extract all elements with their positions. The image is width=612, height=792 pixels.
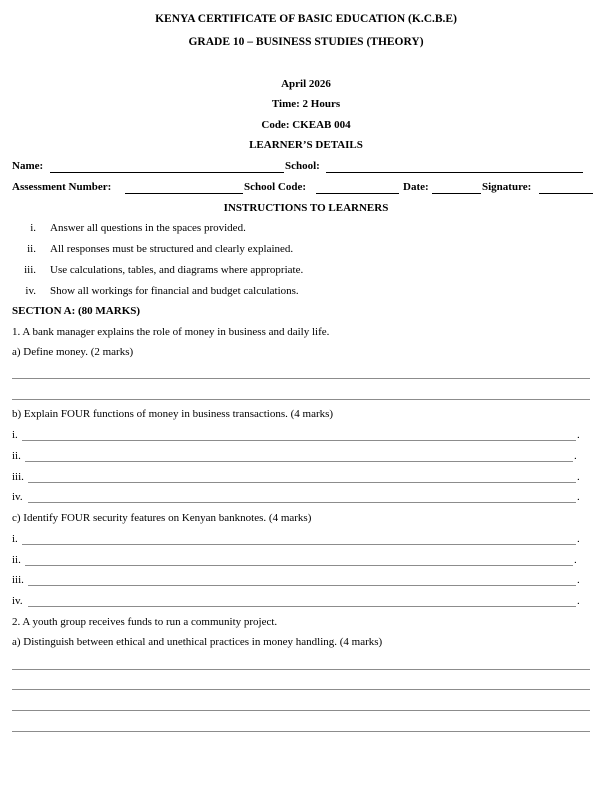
answer-number: iii. [12, 471, 24, 483]
line-end: . [574, 450, 577, 462]
school-field[interactable] [326, 172, 583, 173]
instruction-num: ii. [27, 243, 36, 255]
answer-number: iii. [12, 574, 24, 586]
answer-line[interactable] [25, 565, 573, 566]
signature-label: Signature: [482, 181, 532, 193]
exam-time: Time: 2 Hours [271, 98, 341, 110]
answer-line[interactable] [12, 710, 590, 711]
date-field[interactable] [432, 193, 481, 194]
answer-line[interactable] [28, 502, 576, 503]
assessment-number-field[interactable] [125, 193, 243, 194]
answer-line[interactable] [12, 669, 590, 670]
answer-line[interactable] [12, 399, 590, 400]
exam-code: Code: CKEAB 004 [261, 119, 351, 131]
line-end: . [577, 429, 580, 441]
exam-subtitle: GRADE 10 – BUSINESS STUDIES (THEORY) [188, 36, 424, 48]
line-end: . [577, 574, 580, 586]
learner-details-title: LEARNER’S DETAILS [249, 139, 363, 151]
line-end: . [577, 595, 580, 607]
answer-line[interactable] [12, 731, 590, 732]
question-1b: b) Explain FOUR functions of money in business transactions. (4 marks) [12, 408, 334, 420]
question-1-stem: 1. A bank manager explains the role of money in business and daily life. [12, 326, 330, 338]
answer-line[interactable] [12, 378, 590, 379]
question-1a: a) Define money. (2 marks) [12, 346, 134, 358]
instruction-num: iv. [25, 285, 36, 297]
signature-field[interactable] [539, 193, 593, 194]
question-1c: c) Identify FOUR security features on Kenyan banknotes. (4 marks) [12, 512, 312, 524]
school-code-label: School Code: [244, 181, 307, 193]
school-label: School: [285, 160, 320, 172]
answer-number: ii. [12, 554, 21, 566]
name-label: Name: [12, 160, 44, 172]
instruction-text: Answer all questions in the spaces provided. [50, 222, 246, 234]
date-label: Date: [403, 181, 429, 193]
line-end: . [577, 491, 580, 503]
section-a-title: SECTION A: (80 MARKS) [12, 305, 141, 317]
answer-number: iv. [12, 595, 23, 607]
answer-line[interactable] [28, 585, 576, 586]
line-end: . [577, 471, 580, 483]
instruction-text: All responses must be structured and clearly explained. [50, 243, 294, 255]
answer-number: i. [12, 533, 18, 545]
question-2a: a) Distinguish between ethical and unethical practices in money handling. (4 marks) [12, 636, 383, 648]
line-end: . [574, 554, 577, 566]
school-code-field[interactable] [316, 193, 399, 194]
instruction-num: iii. [24, 264, 36, 276]
answer-line[interactable] [25, 461, 573, 462]
answer-line[interactable] [28, 482, 576, 483]
answer-line[interactable] [22, 440, 576, 441]
exam-date: April 2026 [281, 78, 331, 90]
assessment-number-label: Assessment Number: [12, 181, 112, 193]
answer-line[interactable] [28, 606, 576, 607]
answer-number: ii. [12, 450, 21, 462]
instructions-title: INSTRUCTIONS TO LEARNERS [223, 202, 389, 214]
answer-number: i. [12, 429, 18, 441]
name-field[interactable] [50, 172, 284, 173]
answer-line[interactable] [22, 544, 576, 545]
question-2-stem: 2. A youth group receives funds to run a community project. [12, 616, 278, 628]
instruction-text: Use calculations, tables, and diagrams where appropriate. [50, 264, 304, 276]
answer-number: iv. [12, 491, 23, 503]
answer-line[interactable] [12, 689, 590, 690]
instruction-text: Show all workings for financial and budget calculations. [50, 285, 299, 297]
instruction-num: i. [30, 222, 36, 234]
exam-title: KENYA CERTIFICATE OF BASIC EDUCATION (K.C.B.E) [155, 13, 457, 25]
line-end: . [577, 533, 580, 545]
